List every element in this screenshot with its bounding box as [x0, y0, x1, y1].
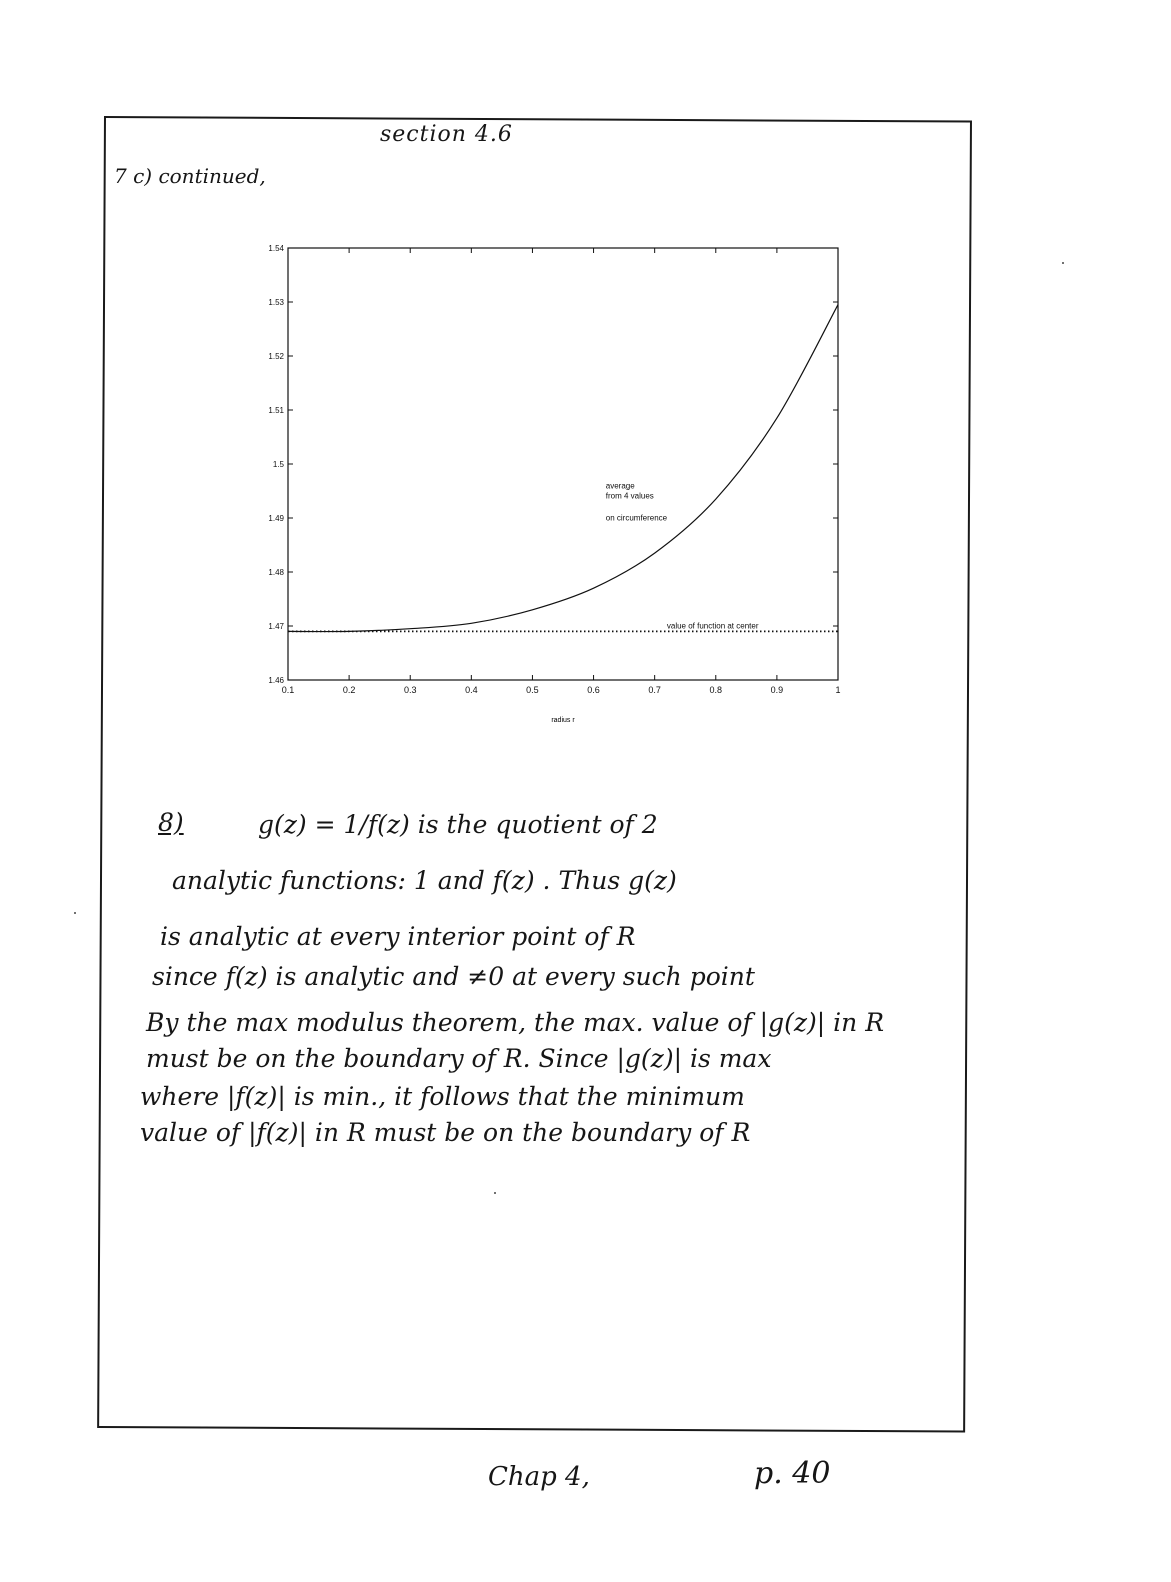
continued-note: 7 c) continued,: [114, 164, 266, 188]
solution-line-8: value of |f(z)| in R must be on the boundary of R: [140, 1118, 751, 1147]
y-tick-label: 1.46: [268, 676, 284, 685]
x-tick-label: 1: [835, 685, 841, 695]
x-tick-label: 0.1: [281, 685, 295, 695]
chart-annotations: [606, 481, 759, 630]
x-tick-label: 0.8: [709, 685, 723, 695]
x-tick-label: 0.3: [403, 685, 417, 695]
x-tick-label: 0.2: [342, 685, 356, 695]
annotation-text: value of function at center: [666, 621, 759, 631]
solution-line-7: where |f(z)| is min., it follows that the minimum: [140, 1082, 745, 1111]
y-tick-label: 1.52: [268, 352, 284, 361]
solution-line-3: is analytic at every interior point of R: [160, 922, 636, 951]
annotation-text: average: [605, 481, 635, 491]
x-tick-label: 0.4: [465, 685, 478, 695]
x-tick-label: 0.7: [648, 685, 661, 695]
y-tick-label: 1.54: [268, 244, 284, 253]
x-tick-label: 0.9: [770, 685, 784, 695]
annotation-text: on circumference: [605, 513, 668, 523]
radius-average-chart: [240, 238, 860, 738]
annotation-text: from 4 values: [605, 491, 654, 501]
scan-speck: [494, 1192, 496, 1194]
x-axis-label: radius r: [551, 717, 575, 724]
section-heading: section 4.6: [380, 122, 513, 147]
y-tick-label: 1.49: [268, 514, 284, 523]
solution-line-1: g(z) = 1/f(z) is the quotient of 2: [258, 810, 658, 839]
y-tick-label: 1.47: [268, 622, 284, 631]
chart-axes: [288, 248, 838, 680]
scan-speck: [1062, 262, 1064, 264]
scan-speck: [74, 912, 76, 914]
solution-line-2: analytic functions: 1 and f(z) . Thus g(z): [172, 866, 677, 895]
chart-series: [288, 305, 838, 632]
page-number: p. 40: [754, 1456, 831, 1491]
y-tick-label: 1.5: [272, 460, 284, 469]
average-curve: [288, 305, 838, 632]
problem-8-label: 8): [158, 808, 184, 837]
solution-line-5: By the max modulus theorem, the max. value of |g(z)| in R: [146, 1008, 885, 1037]
y-tick-label: 1.51: [268, 406, 284, 415]
chapter-label: Chap 4,: [488, 1462, 590, 1492]
y-tick-label: 1.48: [268, 568, 284, 577]
solution-line-4: since f(z) is analytic and ≠0 at every such point: [152, 962, 755, 991]
x-tick-label: 0.6: [587, 685, 600, 695]
x-tick-label: 0.5: [526, 685, 539, 695]
y-tick-label: 1.53: [268, 298, 284, 307]
plot-frame: [288, 248, 838, 680]
solution-line-6: must be on the boundary of R. Since |g(z)| is max: [146, 1044, 772, 1073]
